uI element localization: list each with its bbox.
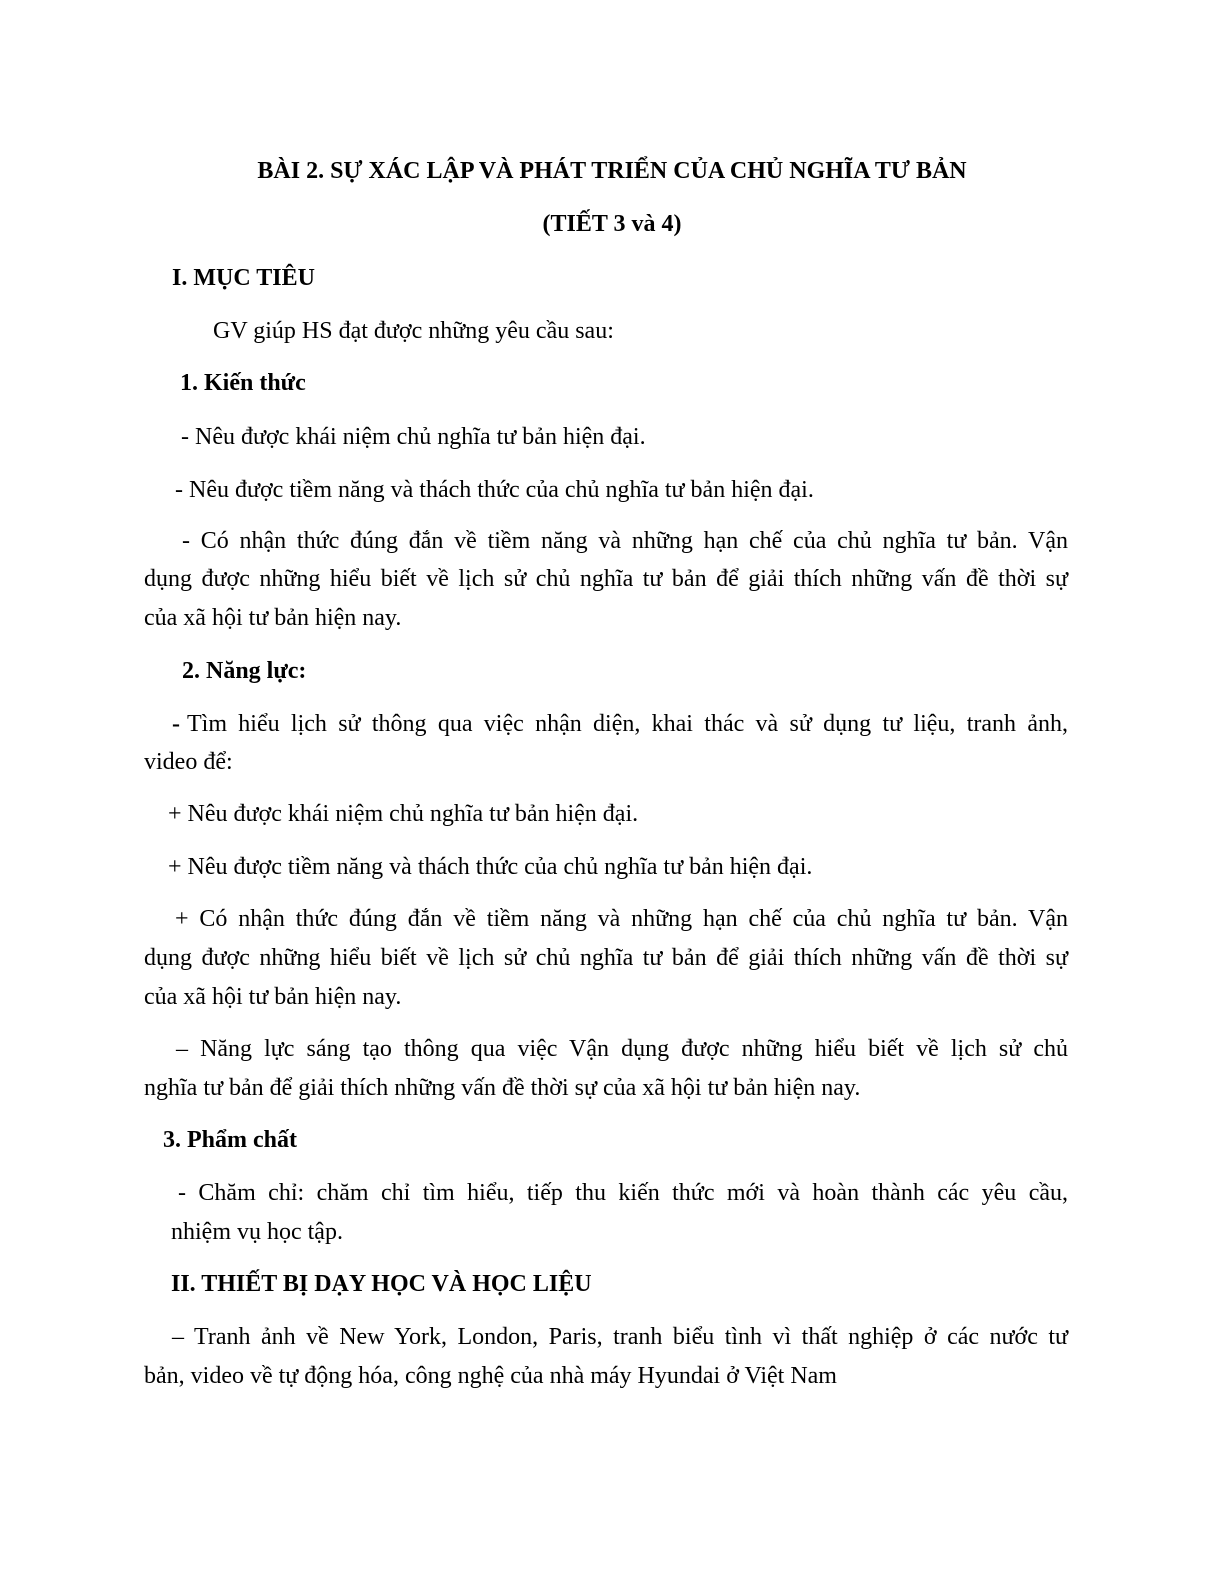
competence-intro-line-1: Tìm hiểu lịch sử thông qua việc nhận diện, khai thác và sử dụng tư liệu, tranh ảnh, (187, 711, 1068, 737)
knowledge-item-2: - Nêu được tiềm năng và thách thức của chủ nghĩa tư bản hiện đại. (175, 477, 814, 503)
document-subtitle: (TIẾT 3 và 4) (542, 211, 682, 237)
equipment-line-2: bản, video về tự động hóa, công nghệ của nhà máy Hyundai ở Việt Nam (144, 1363, 837, 1389)
knowledge-item-1: - Nêu được khái niệm chủ nghĩa tư bản hiện đại. (181, 424, 646, 450)
knowledge-para-line-2: dụng được những hiểu biết về lịch sử chủ nghĩa tư bản để giải thích những vấn đề thời sự (144, 566, 1068, 592)
creative-line-2: nghĩa tư bản để giải thích những vấn đề thời sự của xã hội tư bản hiện nay. (144, 1075, 861, 1101)
competence-para-line-2: dụng được những hiểu biết về lịch sử chủ nghĩa tư bản để giải thích những vấn đề thời sự (144, 945, 1068, 971)
knowledge-para-line-3: của xã hội tư bản hiện nay. (144, 605, 402, 631)
competence-para-line-1: + Có nhận thức đúng đắn về tiềm năng và những hạn chế của chủ nghĩa tư bản. Vận (175, 906, 1068, 932)
section-heading-objectives: I. MỤC TIÊU (172, 265, 315, 291)
qualities-line-1: - Chăm chỉ: chăm chỉ tìm hiểu, tiếp thu kiến thức mới và hoàn thành các yêu cầu, (178, 1180, 1068, 1206)
objectives-intro: GV giúp HS đạt được những yêu cầu sau: (213, 318, 614, 344)
subheading-competence: 2. Năng lực: (182, 658, 307, 684)
equipment-line-1: – Tranh ảnh về New York, London, Paris, tranh biểu tình vì thất nghiệp ở các nước tư (172, 1324, 1068, 1350)
creative-line-1: – Năng lực sáng tạo thông qua việc Vận dụng được những hiểu biết về lịch sử chủ (176, 1036, 1068, 1062)
document-title: BÀI 2. SỰ XÁC LẬP VÀ PHÁT TRIỂN CỦA CHỦ NGHĨA TƯ BẢN (257, 158, 967, 184)
subheading-qualities: 3. Phẩm chất (163, 1127, 297, 1153)
knowledge-para-line-1: - Có nhận thức đúng đắn về tiềm năng và những hạn chế của chủ nghĩa tư bản. Vận (182, 528, 1068, 554)
competence-intro-line-2: video để: (144, 749, 233, 775)
competence-para-line-3: của xã hội tư bản hiện nay. (144, 984, 402, 1010)
section-heading-equipment: II. THIẾT BỊ DẠY HỌC VÀ HỌC LIỆU (171, 1271, 592, 1297)
subheading-knowledge: 1. Kiến thức (180, 370, 306, 396)
competence-item-1: + Nêu được khái niệm chủ nghĩa tư bản hiện đại. (168, 801, 639, 827)
competence-item-2: + Nêu được tiềm năng và thách thức của chủ nghĩa tư bản hiện đại. (168, 854, 813, 880)
qualities-line-2: nhiệm vụ học tập. (171, 1219, 343, 1245)
competence-intro-dash: - (172, 711, 180, 737)
